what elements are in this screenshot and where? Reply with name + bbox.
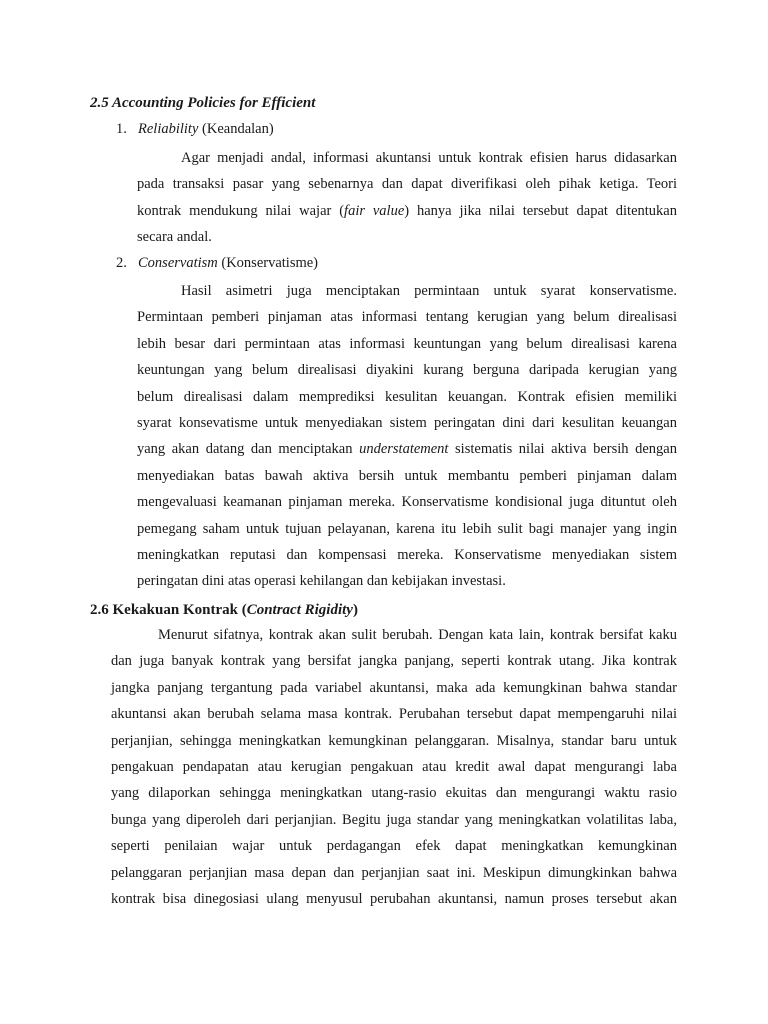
paragraph-line: peringatan dini atas operasi kehilangan dan kebijakan investasi. <box>137 573 506 590</box>
list-item-reliability <box>116 120 274 138</box>
paragraph-line: pemegang saham untuk tujuan pelayanan, karena itu lebih sulit bagi manajer yang ingin <box>137 520 677 537</box>
heading-italic-term: Contract Rigidity <box>246 602 353 618</box>
list-term-translation: (Konservatisme) <box>221 255 319 271</box>
paragraph-line: kontrak bisa dinegosiasi ulang menyusul perubahan akuntansi, namun proses tersebut akan <box>111 890 677 907</box>
paragraph-line: keuntungan yang belum direalisasi diyakini kurang berguna daripada kerugian yang <box>137 362 677 379</box>
text-run: yang akan datang dan menciptakan <box>137 441 360 458</box>
paragraph-line: pengakuan pendapatan atau kerugian pengakuan atau kredit awal dapat mengurangi laba <box>111 758 677 775</box>
heading-text: ) <box>352 602 358 618</box>
paragraph-line: syarat konsevatisme untuk menyediakan sistem peringatan dini dari kesulitan keuangan <box>137 414 677 431</box>
paragraph-line: Permintaan pemberi pinjaman atas informasi tentang kerugian yang belum direalisasi <box>137 309 677 326</box>
list-term-translation: (Keandalan) <box>202 121 274 137</box>
paragraph-line: secara andal. <box>137 229 212 246</box>
paragraph-line: bunga yang diperoleh dari perjanjian. Begitu juga standar yang meningkatkan volatilitas laba, <box>111 811 677 828</box>
paragraph-line: menyediakan batas bawah aktiva bersih untuk membantu pemberi pinjaman dalam <box>137 467 677 484</box>
paragraph-line: Menurut sifatnya, kontrak akan sulit berubah. Dengan kata lain, kontrak bersifat kaku <box>158 627 677 643</box>
list-term: Reliability <box>138 121 199 137</box>
paragraph-line <box>137 198 677 224</box>
list-term: Conservatism <box>138 255 218 271</box>
italic-term: understatement <box>359 441 449 458</box>
text-run: sistematis nilai aktiva bersih dengan <box>448 441 677 458</box>
paragraph-line: yang dilaporkan sehingga meningkatkan utang-rasio ekuitas dan mengurangi waktu rasio <box>111 785 677 802</box>
heading-text: 2.6 Kekakuan Kontrak ( <box>90 602 247 618</box>
paragraph-line: lebih besar dari permintaan atas informasi keuntungan yang belum direalisasi karena <box>137 335 677 352</box>
paragraph-line: pelanggaran perjanjian masa depan dan perjanjian saat ini. Meskipun dimungkinkan bahwa <box>111 864 677 881</box>
paragraph-conservatism <box>137 278 677 595</box>
paragraph-reliability <box>137 145 677 251</box>
paragraph-line: meningkatkan reputasi dan kompensasi mereka. Konservatisme menyediakan sistem <box>137 546 677 563</box>
paragraph-line: mengevaluasi keamanan pinjaman mereka. Konservatisme kondisional juga dituntut oleh <box>137 494 677 511</box>
text-run: ) hanya jika nilai tersebut dapat ditentukan <box>404 202 677 219</box>
section-heading-2-6 <box>90 601 358 619</box>
paragraph-line: perjanjian, sehingga meningkatkan kemungkinan pelanggaran. Misalnya, standar baru untuk <box>111 732 677 749</box>
paragraph-line: Hasil asimetri juga menciptakan permintaan untuk syarat konservatisme. <box>181 283 677 299</box>
paragraph-line: jangka panjang tergantung pada variabel akuntansi, maka ada kemungkinan bahwa standar <box>111 679 677 696</box>
paragraph-line: seperti penilaian wajar untuk perdagangan efek dapat meningkatkan kemungkinan <box>111 838 677 855</box>
section-heading-2-5: 2.5 Accounting Policies for Efficient <box>90 95 316 111</box>
paragraph-line: pada transaksi pasar yang sebenarnya dan dapat diverifikasi oleh pihak ketiga. Teori <box>137 176 677 193</box>
paragraph-contract-rigidity <box>111 622 677 912</box>
paragraph-line: dan juga banyak kontrak yang bersifat jangka panjang, seperti kontrak utang. Jika kontrak <box>111 653 677 670</box>
list-item-conservatism <box>116 254 318 272</box>
list-number: 1. <box>116 121 127 137</box>
italic-term: fair value <box>344 202 405 219</box>
paragraph-line: akuntansi akan berubah selama masa kontrak. Perubahan tersebut dapat mempengaruhi nilai <box>111 706 677 723</box>
text-run: kontrak mendukung nilai wajar ( <box>137 202 345 219</box>
paragraph-line <box>137 436 677 462</box>
paragraph-line: Agar menjadi andal, informasi akuntansi untuk kontrak efisien harus didasarkan <box>181 150 677 166</box>
list-number: 2. <box>116 255 127 271</box>
paragraph-line: belum direalisasi dalam memprediksi kesulitan keuangan. Kontrak efisien memiliki <box>137 388 677 405</box>
